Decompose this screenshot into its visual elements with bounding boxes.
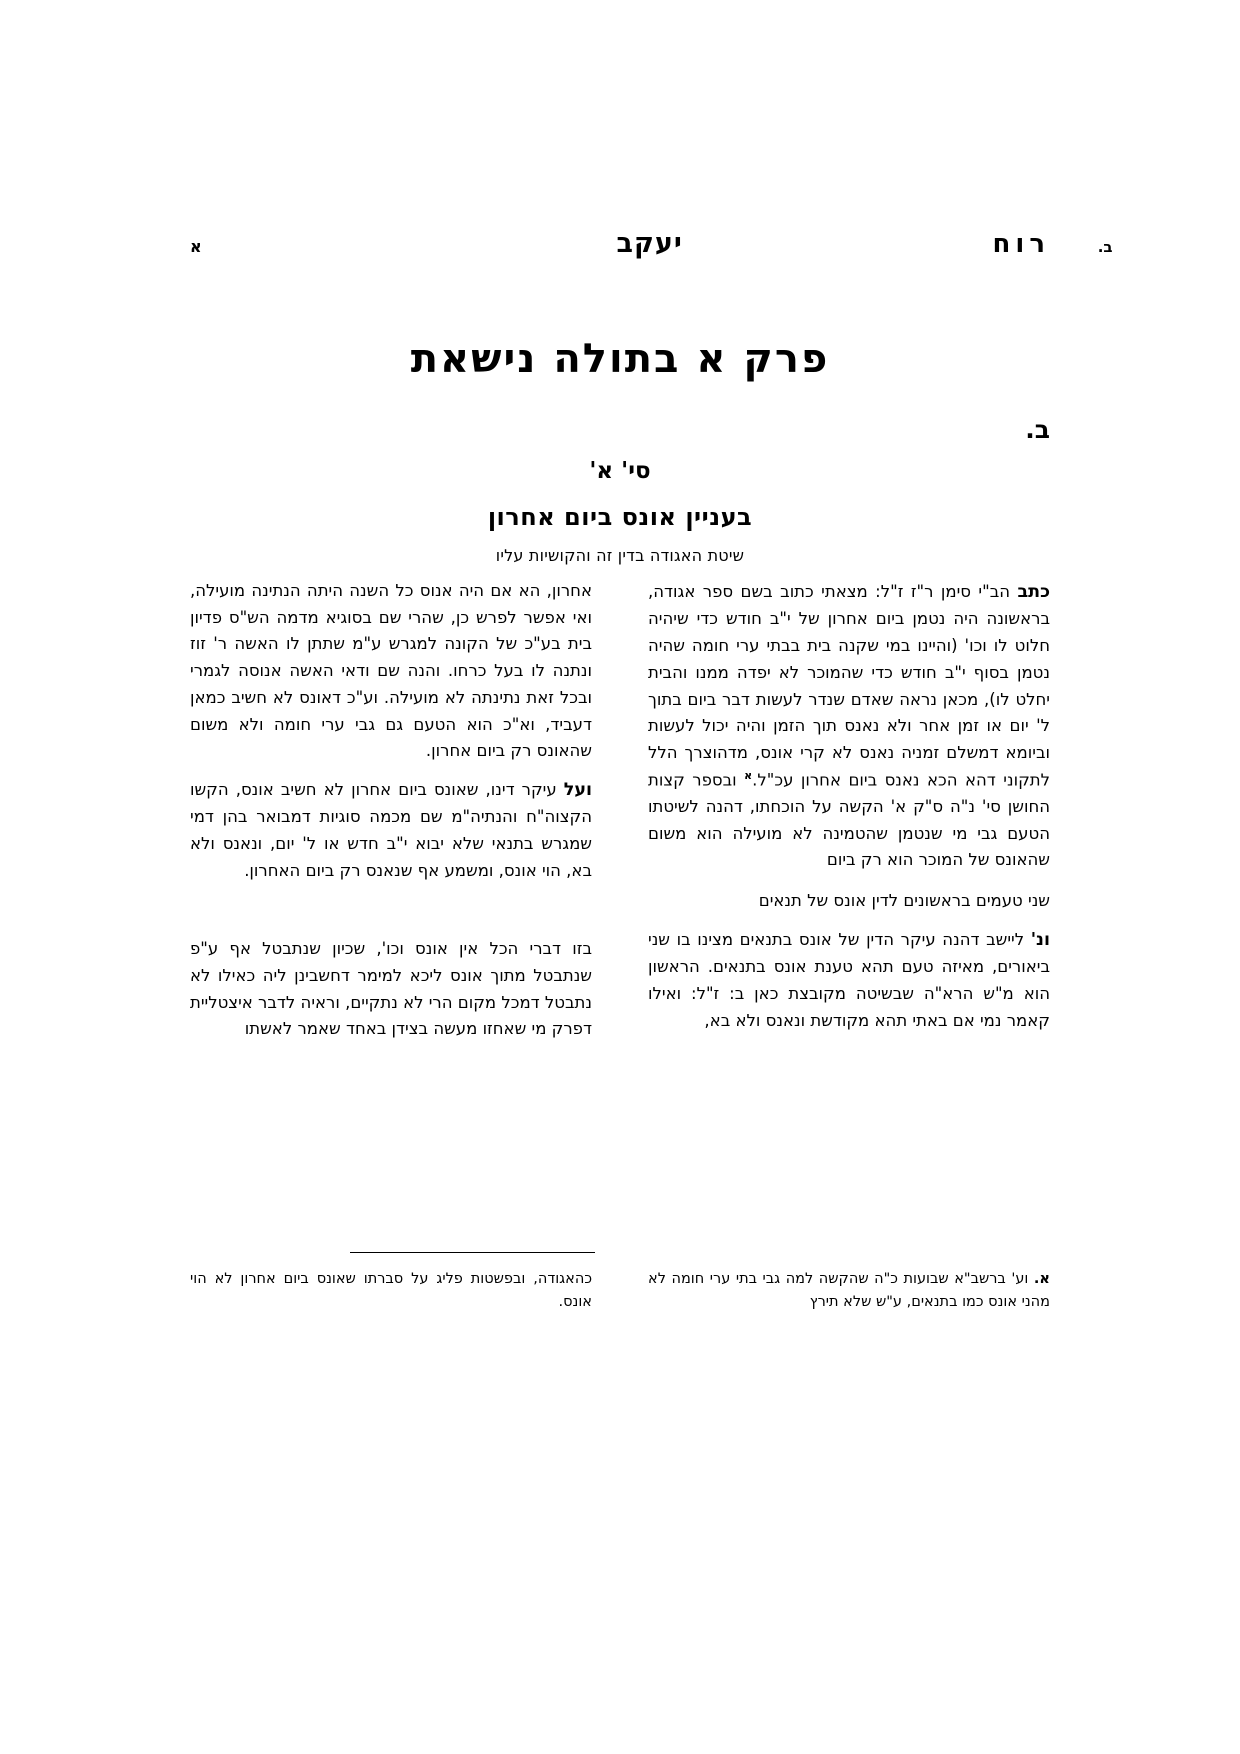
siman-topic: בעניין אונס ביום אחרון [487,503,753,531]
paragraph-right-2-text: ליישב דהנה עיקר הדין של אונס בתנאים מצינו בו שני ביאורים, מאיזה טעם תהא טענת אונס בתנאים. הראשון הוא מ"ש הרא"ה שבשיטה מקובצת כאן ב: ז"ל: ואילו קאמר נמי אם באתי תהא מקודשת ונאנס ולא בא, [648,929,1050,1030]
footnote-marker-alef: א. [1033,1271,1050,1287]
footnote-column-right [648,1268,1050,1314]
column-left [190,578,592,1198]
paragraph-lead-veal: ועל [563,780,592,801]
paragraph-right-1-cont: ובספר קצות החושן סי' נ"ה ס"ק א' הקשה על הוכחתו, דהנה לשיטתו הטעם גבי מי שנטמן שהטמינה לא מועילה הוא משום שהאונס של המוכר הוא רק ביום [648,770,1050,870]
siman-number: סי' א' [589,458,651,484]
subheading-second: שני טעמים בראשונים לדין אונס של תנאים [758,891,1050,911]
footnote-column-left [190,1268,592,1314]
header-right-mark: ב. [1097,238,1113,256]
paragraph-right-1-text: הב"י סימן ר"ז ז"ל: מצאתי כתוב בשם ספר אגודה, בראשונה היה נטמן ביום אחרון של י"ב חודש כדי שיהיה חלוט לו וכו' (והיינו במי שקנה בית בבתי ערי חומה שהיה נטמן בסוף י"ב חודש כדי שהמוכר לא יפדה ממנו והבית יחלט לו), מכאן נראה שאדם שנדר לעשות דבר ביום בתוך ל' יום או זמן אחר ולא נאנס תוך הזמן והיה יכול לעשות וביומא דמשלם זמניה נאנס לא קרי אונס, מדהוצרך הלל לתקוני דהא הכא נאנס ביום אחרון עכ"ל. [648,582,1050,790]
footnote-separator [350,1252,595,1253]
header-folio-number: א [190,237,202,256]
column-right [648,578,1050,1198]
volume-mark: ב. [1025,415,1050,444]
paragraph-right-1 [648,578,1050,874]
header-right-title: רוח [992,229,1050,259]
paragraph-left-2-text: עיקר דינו, שאונס ביום אחרון לא חשיב אונס, הקשו הקצוה"ח והנתיה"מ שם מכמה סוגיות דמבואר בהן דמי שמגרש בתנאי שלא יבוא י"ב חדש או ל' יום, ונאנס ולא בא, הוי אונס, ומשמע אף שנאנס רק ביום האחרון. [190,780,592,880]
footnote-text-alef: וע' ברשב"א שבועות כ"ה שהקשה למה גבי בתי ערי חומה לא מהני אונס כמו בתנאים, ע"ש שלא תירץ [648,1271,1050,1310]
paragraph-left-3: בזו דברי הכל אין אונס וכו', שכיון שנתבטל אף ע"פ שנתבטל מתוך אונס ליכא למימר דחשבינן ליה כאילו לא נתבטל דמכל מקום הרי לא נתקיים, וראיה לדבר איצטליית דפרק מי שאחזו מעשה בצידן באחד שאמר לאשתו [190,939,592,1039]
footnote-reference-alef[interactable]: א [744,768,753,782]
body-columns [190,578,1050,1198]
footnote-item-continuation: כהאגודה, ובפשטות פליג על סברתו שאונס ביום אחרון לא הוי אונס. [190,1271,592,1310]
paragraph-left-1: אחרון, הא אם היה אנוס כל השנה היתה הנתינה מועילה, ואי אפשר לפרש כן, שהרי שם בסוגיא מדמה הש"ס פדיון בית בע"כ של הקונה למגרש ע"מ שתתן לו האשה ר' זוז ונתנה לו בעל כרחו. והנה שם ודאי האשה אנוסה לגמרי ובכל זאת נתינתה לא מועילה. וע"כ דאונס לא חשיב כמאן דעביד, וא"כ הוא הטעם גם גבי ערי חומה ולא משום שהאונס רק ביום אחרון. [190,581,592,761]
paragraph-left-2 [190,776,592,885]
paragraph-lead-katav: כתב [1017,582,1050,602]
subheading-second-left-spacer [190,899,592,926]
chapter-title: פרק א בתולה נישאת [410,336,830,382]
header-center-title: יעקב [616,228,683,259]
running-header [190,228,1113,274]
footnote-item-alef [648,1268,1050,1314]
footnote-area [190,1268,1050,1314]
subheading-first: שיטת האגודה בדין זה והקושיות עליו [495,546,745,565]
paragraph-lead-vnun: ונ' [1030,929,1050,950]
paragraph-right-2 [648,926,1050,1035]
